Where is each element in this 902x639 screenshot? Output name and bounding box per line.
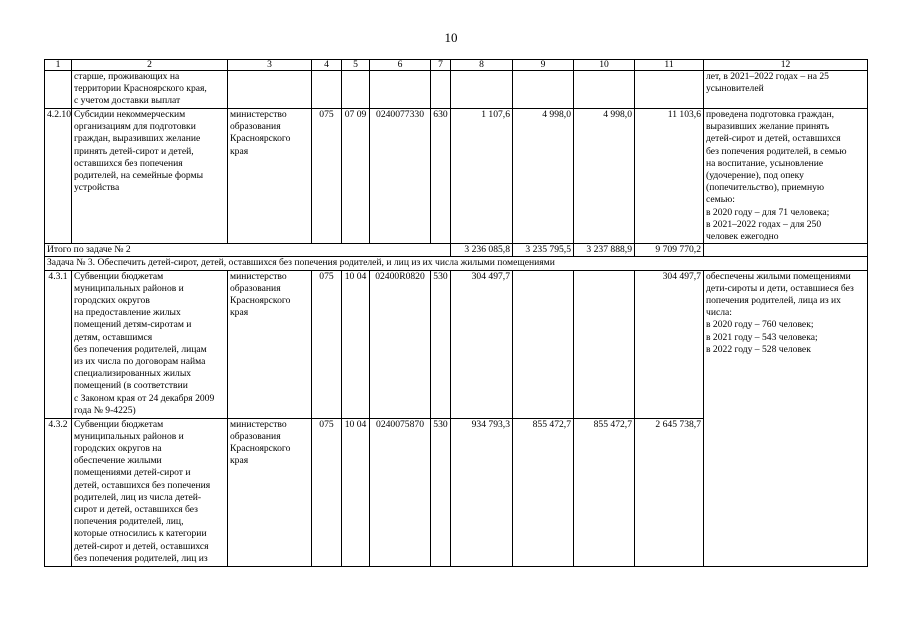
cell-vr: 530 — [431, 418, 451, 566]
header-cell: 8 — [451, 60, 513, 71]
cell-vr: 630 — [431, 109, 451, 244]
cell-2022 — [574, 270, 635, 418]
cell-executor: министерство образования Красноярского края — [228, 270, 312, 418]
cell-result — [704, 244, 868, 257]
table-row-4-2-10 — [45, 109, 868, 244]
cell-result: обеспечены жилыми помещениями дети-сироты и дети, оставшиеся без попечения родителей, лица из их числа: в 2020 году – 760 человек; в 2021 году – 543 человека; в 2022 году – 528 человек — [704, 270, 868, 566]
header-cell: 9 — [513, 60, 574, 71]
cell-grbs: 075 — [312, 109, 342, 244]
header-cell: 11 — [635, 60, 704, 71]
cell-csr: 0240077330 — [370, 109, 431, 244]
cell-executor: министерство образования Красноярского края — [228, 109, 312, 244]
cell-2021: 3 235 795,5 — [513, 244, 574, 257]
cell-2022: 3 237 888,9 — [574, 244, 635, 257]
page-number: 10 — [444, 30, 458, 45]
header-row — [45, 60, 868, 71]
cell-name: Субсидии некоммерческим организациям для подготовки граждан, выразивших желание принять детей-сирот и детей, оставшихся без попечения родителей, на семейные формы устройства — [72, 109, 228, 244]
cell-executor — [228, 71, 312, 109]
header-cell: 12 — [704, 60, 868, 71]
cell-num: 4.3.2 — [45, 418, 72, 566]
cell-result: проведена подготовка граждан, выразивших желание принять детей-сирот и детей, оставшихся без попечения родителей, в семью на воспитание, усыновление (удочерение), под опеку (попечительство), приемную семью: в 2020 году – для 71 человека; в 2021–2022 годах – для 250 человек ежегодно — [704, 109, 868, 244]
cell-vr — [431, 71, 451, 109]
cell-grbs: 075 — [312, 418, 342, 566]
header-cell: 3 — [228, 60, 312, 71]
cell-total: 9 709 770,2 — [635, 244, 704, 257]
cell-total: 304 497,7 — [635, 270, 704, 418]
header-cell: 10 — [574, 60, 635, 71]
header-cell: 4 — [312, 60, 342, 71]
cell-csr — [370, 71, 431, 109]
cell-name: Субвенции бюджетам муниципальных районов и городских округов на обеспечение жилыми помещениями детей-сирот и детей, оставшихся без попечения родителей, лиц из числа детей- сирот и детей, оставшихся без попечения родителей, лиц, которые относились к категории детей-сирот и детей, оставшихся без попечения родителей, лиц из — [72, 418, 228, 566]
cell-num — [45, 71, 72, 109]
cell-2020 — [451, 71, 513, 109]
program-table — [44, 59, 868, 567]
cell-2020: 934 793,3 — [451, 418, 513, 566]
cell-vr: 530 — [431, 270, 451, 418]
cell-csr: 02400R0820 — [370, 270, 431, 418]
cell-2021: 855 472,7 — [513, 418, 574, 566]
cell-name: старше, проживающих на территории Красноярского края, с учетом доставки выплат — [72, 71, 228, 109]
table-row-4-3-1 — [45, 270, 868, 418]
cell-2020: 1 107,6 — [451, 109, 513, 244]
cell-2020: 3 236 085,8 — [451, 244, 513, 257]
cell-grbs: 075 — [312, 270, 342, 418]
cell-total: 11 103,6 — [635, 109, 704, 244]
cell-2022: 855 472,7 — [574, 418, 635, 566]
total-label: Итого по задаче № 2 — [45, 244, 451, 257]
cell-name: Субвенции бюджетам муниципальных районов и городских округов на предоставление жилых помещений детям-сиротам и детям, оставшимся без попечения родителей, лицам из их числа по договорам найма специализированных жилых помещений (в соответствии с Законом края от 24 декабря 2009 года № 9-4225) — [72, 270, 228, 418]
table-row-total-task-2 — [45, 244, 868, 257]
cell-result: лет, в 2021–2022 годах – на 25 усыновителей — [704, 71, 868, 109]
cell-rzpr: 10 04 — [342, 418, 370, 566]
table-row-task-3 — [45, 257, 868, 270]
cell-executor: министерство образования Красноярского края — [228, 418, 312, 566]
cell-num: 4.3.1 — [45, 270, 72, 418]
cell-2022 — [574, 71, 635, 109]
header-cell: 1 — [45, 60, 72, 71]
cell-2020: 304 497,7 — [451, 270, 513, 418]
cell-2021 — [513, 270, 574, 418]
header-cell: 2 — [72, 60, 228, 71]
task-heading: Задача № 3. Обеспечить детей-сирот, детей, оставшихся без попечения родителей, и лиц из их числа жилыми помещениями — [45, 257, 868, 270]
table-row-continuation — [45, 71, 868, 109]
cell-num: 4.2.10 — [45, 109, 72, 244]
header-cell: 5 — [342, 60, 370, 71]
cell-2021 — [513, 71, 574, 109]
header-cell: 7 — [431, 60, 451, 71]
cell-2022: 4 998,0 — [574, 109, 635, 244]
cell-rzpr: 10 04 — [342, 270, 370, 418]
cell-total: 2 645 738,7 — [635, 418, 704, 566]
cell-rzpr: 07 09 — [342, 109, 370, 244]
header-cell: 6 — [370, 60, 431, 71]
cell-csr: 0240075870 — [370, 418, 431, 566]
cell-2021: 4 998,0 — [513, 109, 574, 244]
cell-total — [635, 71, 704, 109]
cell-rzpr — [342, 71, 370, 109]
cell-grbs — [312, 71, 342, 109]
